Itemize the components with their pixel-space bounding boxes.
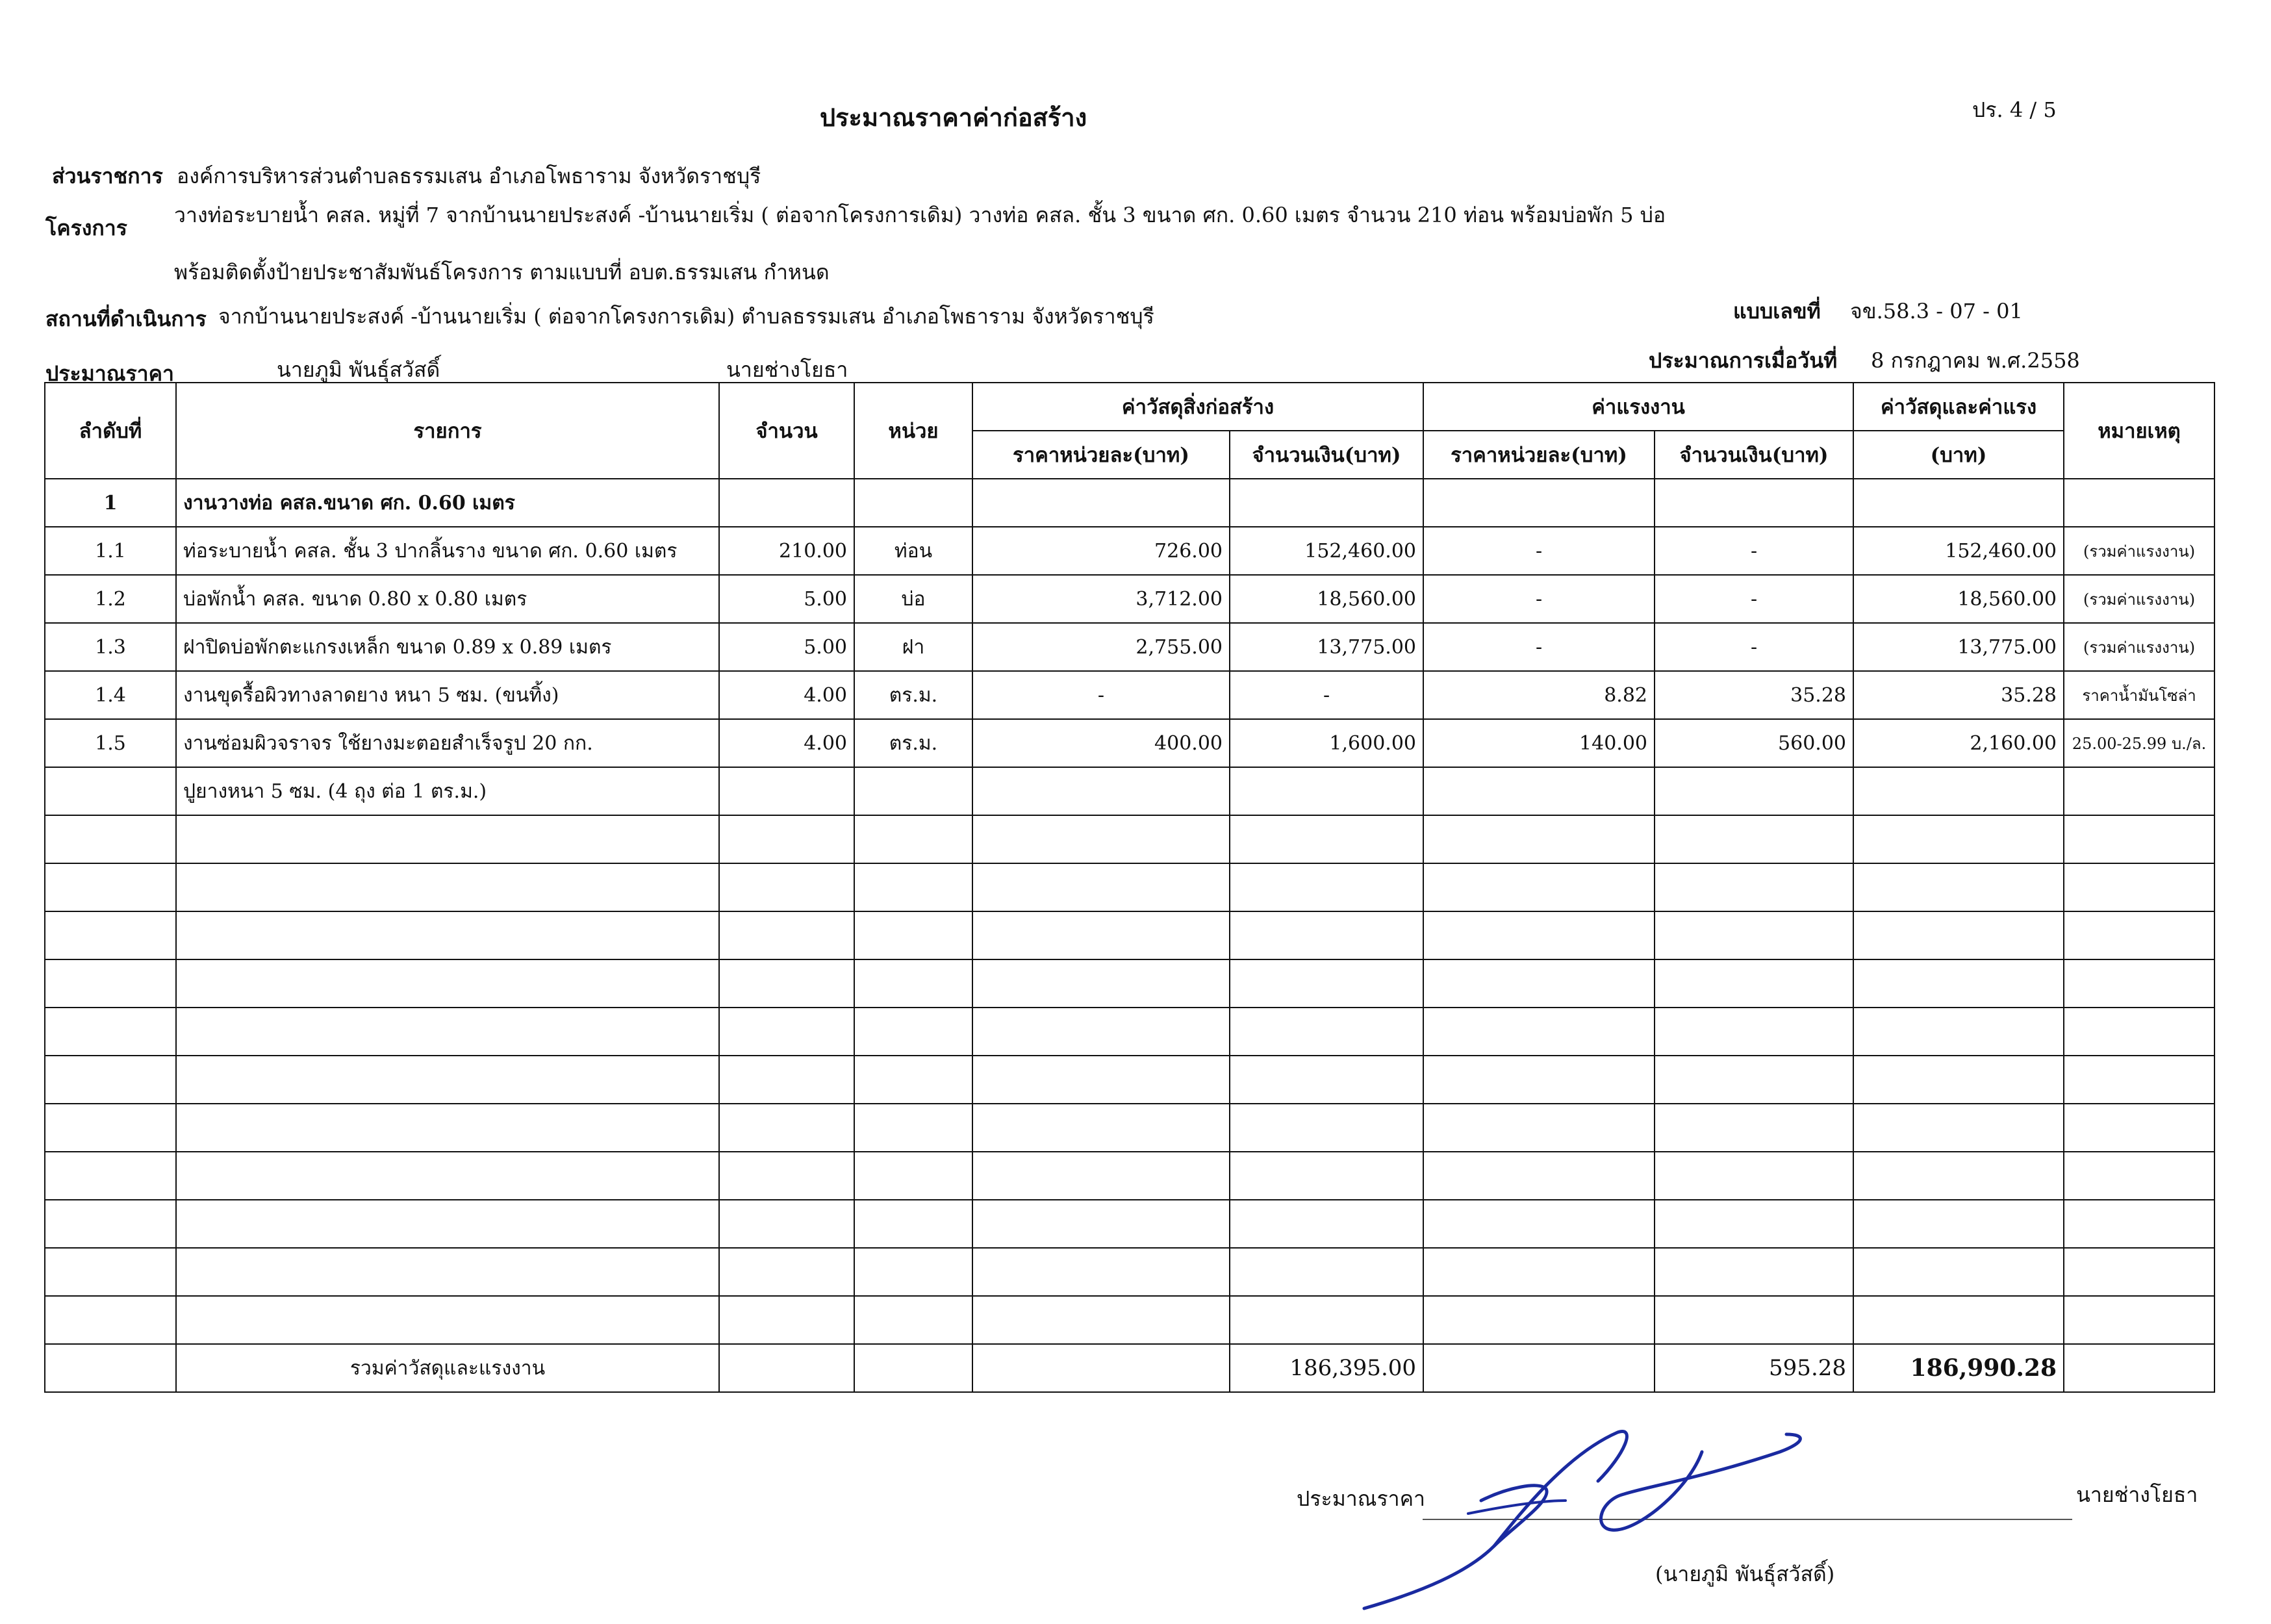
site-label: สถานที่ดำเนินการ — [45, 307, 207, 331]
empty-row — [45, 1200, 2214, 1248]
cell-unit — [854, 767, 972, 815]
page-reference: ปร. 4 / 5 — [1972, 97, 2057, 122]
cell-no: 1 — [45, 479, 176, 527]
cell-material-unit-price — [972, 767, 1230, 815]
cell-total: 35.28 — [1853, 671, 2064, 719]
cell-item: งานวางท่อ คสล.ขนาด ศก. 0.60 เมตร — [176, 479, 719, 527]
header-labor-amount: จำนวนเงิน(บาท) — [1655, 431, 1853, 479]
cell-labor-unit-price: 140.00 — [1423, 719, 1655, 767]
cell-total: 152,460.00 — [1853, 527, 2064, 575]
cell-item: งานซ่อมผิวจราจร ใช้ยางมะตอยสำเร็จรูป 20 กก. — [176, 719, 719, 767]
cell-unit: ตร.ม. — [854, 671, 972, 719]
cell-total — [1853, 479, 2064, 527]
cell-labor-unit-price: - — [1423, 527, 1655, 575]
cell-material-amount: 13,775.00 — [1230, 623, 1423, 671]
table-row — [45, 719, 2214, 767]
header-unit: หน่วย — [854, 383, 972, 479]
cell-no: 1.3 — [45, 623, 176, 671]
cell-material-unit-price: - — [972, 671, 1230, 719]
cell-material-unit-price: 2,755.00 — [972, 623, 1230, 671]
estimator-label: ประมาณราคา — [45, 361, 174, 386]
header-total-unit: (บาท) — [1853, 431, 2064, 479]
totals-label: รวมค่าวัสดุและแรงงาน — [176, 1344, 719, 1392]
cell-labor-amount: - — [1655, 575, 1853, 623]
cell-material-amount: 152,460.00 — [1230, 527, 1423, 575]
totals-material: 186,395.00 — [1230, 1344, 1423, 1392]
site-value: จากบ้านนายประสงค์ -บ้านนายเริ่ม ( ต่อจากโครงการเดิม) ตำบลธรรมเสน อำเภอโพธาราม จังหวัดราชบุรี — [218, 304, 1154, 329]
table-row — [45, 671, 2214, 719]
cell-no — [45, 767, 176, 815]
cell-qty: 5.00 — [719, 575, 854, 623]
header-remark: หมายเหตุ — [2064, 383, 2214, 479]
signature-role: นายช่างโยธา — [2076, 1482, 2198, 1507]
empty-row — [45, 911, 2214, 959]
header-qty: จำนวน — [719, 383, 854, 479]
cell-material-amount: 1,600.00 — [1230, 719, 1423, 767]
cell-item: ปูยางหนา 5 ซม. (4 ถุง ต่อ 1 ตร.ม.) — [176, 767, 719, 815]
cell-remark: (รวมค่าแรงงาน) — [2064, 623, 2214, 671]
totals-grand: 186,990.28 — [1853, 1344, 2064, 1392]
project-label: โครงการ — [45, 216, 127, 240]
empty-row — [45, 1008, 2214, 1056]
header-material-amount: จำนวนเงิน(บาท) — [1230, 431, 1423, 479]
table-row — [45, 527, 2214, 575]
table-row — [45, 623, 2214, 671]
cell-labor-amount: - — [1655, 527, 1853, 575]
cell-labor-amount: 35.28 — [1655, 671, 1853, 719]
header-labor-group: ค่าแรงงาน — [1423, 383, 1853, 431]
cell-labor-amount: 560.00 — [1655, 719, 1853, 767]
cell-material-amount — [1230, 767, 1423, 815]
cell-qty — [719, 479, 854, 527]
cell-qty: 5.00 — [719, 623, 854, 671]
header-no: ลำดับที่ — [45, 383, 176, 479]
cell-total: 18,560.00 — [1853, 575, 2064, 623]
agency-value: องค์การบริหารส่วนตำบลธรรมเสน อำเภอโพธาราม จังหวัดราชบุรี — [177, 164, 761, 188]
cell-labor-unit-price — [1423, 479, 1655, 527]
empty-row — [45, 863, 2214, 911]
cell-labor-amount: - — [1655, 623, 1853, 671]
cell-item: ท่อระบายน้ำ คสล. ชั้น 3 ปากลิ้นราง ขนาด ศก. 0.60 เมตร — [176, 527, 719, 575]
table-row — [45, 479, 2214, 527]
cell-labor-unit-price: - — [1423, 575, 1655, 623]
cell-unit — [854, 479, 972, 527]
cell-total — [1853, 767, 2064, 815]
cell-no: 1.2 — [45, 575, 176, 623]
header-labor-unit-price: ราคาหน่วยละ(บาท) — [1423, 431, 1655, 479]
signature-prefix: ประมาณราคา — [1297, 1486, 1425, 1511]
cell-material-amount — [1230, 479, 1423, 527]
cell-item: ฝาปิดบ่อพักตะแกรงเหล็ก ขนาด 0.89 x 0.89 เมตร — [176, 623, 719, 671]
cell-labor-amount — [1655, 479, 1853, 527]
cell-material-amount: - — [1230, 671, 1423, 719]
plan-number-label: แบบเลขที่ — [1733, 299, 1821, 324]
cell-qty — [719, 767, 854, 815]
empty-row — [45, 1152, 2214, 1200]
cell-material-unit-price: 3,712.00 — [972, 575, 1230, 623]
cell-material-amount: 18,560.00 — [1230, 575, 1423, 623]
cost-estimate-table — [44, 382, 2215, 1393]
cell-item: งานขุดรื้อผิวทางลาดยาง หนา 5 ซม. (ขนทิ้ง) — [176, 671, 719, 719]
cell-remark: 25.00-25.99 บ./ล. — [2064, 719, 2214, 767]
document-title: ประมาณราคาค่าก่อสร้าง — [820, 103, 1087, 132]
totals-row — [45, 1344, 2214, 1392]
cell-labor-unit-price — [1423, 767, 1655, 815]
header-total-group: ค่าวัสดุและค่าแรง — [1853, 383, 2064, 431]
cell-remark — [2064, 767, 2214, 815]
cell-qty: 4.00 — [719, 671, 854, 719]
header-material-unit-price: ราคาหน่วยละ(บาท) — [972, 431, 1230, 479]
table-row — [45, 575, 2214, 623]
header-item: รายการ — [176, 383, 719, 479]
signature-name: (นายภูมิ พันธุ์สวัสดิ์) — [1655, 1562, 1835, 1586]
cell-qty: 4.00 — [719, 719, 854, 767]
header-material-group: ค่าวัสดุสิ่งก่อสร้าง — [972, 383, 1423, 431]
cell-unit: ท่อน — [854, 527, 972, 575]
cell-no: 1.4 — [45, 671, 176, 719]
cell-remark: ราคาน้ำมันโซล่า — [2064, 671, 2214, 719]
empty-row — [45, 1104, 2214, 1152]
plan-number-value: จข.58.3 - 07 - 01 — [1850, 299, 2023, 324]
cell-material-unit-price: 400.00 — [972, 719, 1230, 767]
cell-item: บ่อพักน้ำ คสล. ขนาด 0.80 x 0.80 เมตร — [176, 575, 719, 623]
totals-labor: 595.28 — [1655, 1344, 1853, 1392]
estimate-date-label: ประมาณการเมื่อวันที่ — [1649, 348, 1838, 373]
cell-no: 1.1 — [45, 527, 176, 575]
estimator-role: นายช่างโยธา — [726, 357, 848, 382]
project-line-2: พร้อมติดตั้งป้ายประชาสัมพันธ์โครงการ ตามแบบที่ อบต.ธรรมเสน กำหนด — [174, 260, 830, 285]
handwritten-signature — [1351, 1416, 1819, 1611]
empty-row — [45, 1248, 2214, 1296]
cell-material-unit-price: 726.00 — [972, 527, 1230, 575]
estimator-name: นายภูมิ พันธุ์สวัสดิ์ — [277, 357, 440, 382]
cell-labor-unit-price: - — [1423, 623, 1655, 671]
cell-labor-amount — [1655, 767, 1853, 815]
cell-unit: ตร.ม. — [854, 719, 972, 767]
empty-row — [45, 1056, 2214, 1104]
cell-total: 13,775.00 — [1853, 623, 2064, 671]
agency-label: ส่วนราชการ — [52, 164, 163, 188]
estimate-date-value: 8 กรกฎาคม พ.ศ.2558 — [1871, 348, 2080, 373]
empty-row — [45, 815, 2214, 863]
cell-material-unit-price — [972, 479, 1230, 527]
cell-remark — [2064, 479, 2214, 527]
cell-total: 2,160.00 — [1853, 719, 2064, 767]
table-row — [45, 767, 2214, 815]
cell-no: 1.5 — [45, 719, 176, 767]
empty-row — [45, 959, 2214, 1008]
cell-labor-unit-price: 8.82 — [1423, 671, 1655, 719]
cell-unit: ฝา — [854, 623, 972, 671]
project-line-1: วางท่อระบายน้ำ คสล. หมู่ที่ 7 จากบ้านนายประสงค์ -บ้านนายเริ่ม ( ต่อจากโครงการเดิม) วางท่อ คสล. ชั้น 3 ขนาด ศก. 0.60 เมตร จำนวน 210 ท่อน พร้อมบ่อพัก 5 บ่อ — [174, 203, 1666, 227]
cell-unit: บ่อ — [854, 575, 972, 623]
empty-row — [45, 1296, 2214, 1344]
cell-remark: (รวมค่าแรงงาน) — [2064, 527, 2214, 575]
cell-qty: 210.00 — [719, 527, 854, 575]
cell-remark: (รวมค่าแรงงาน) — [2064, 575, 2214, 623]
